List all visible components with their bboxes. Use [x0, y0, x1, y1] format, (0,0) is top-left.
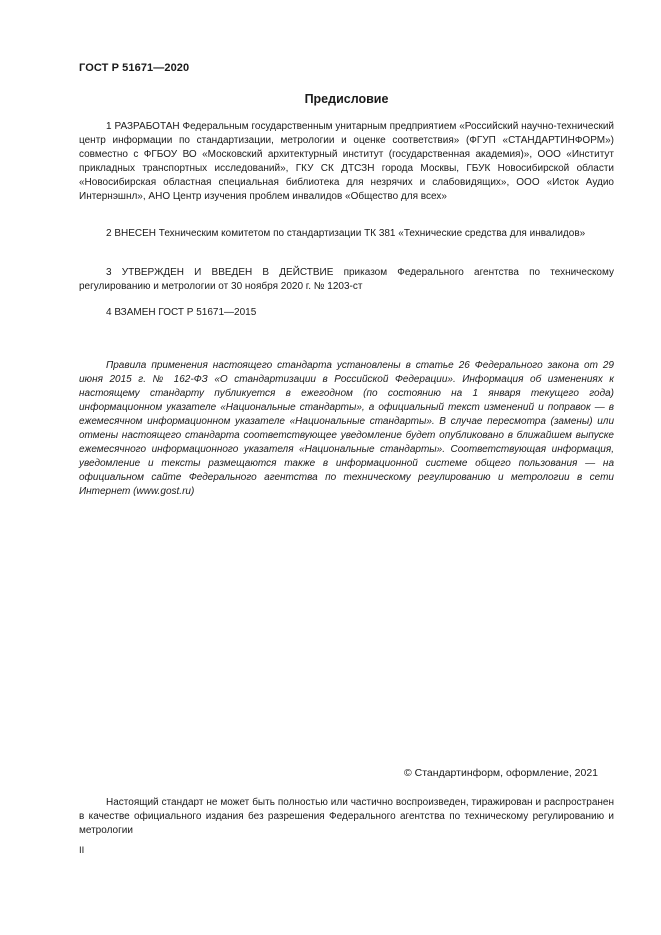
foreword-item-text: 2 ВНЕСЕН Техническим комитетом по стандартизации ТК 381 «Технические средства для инвалидов»	[106, 228, 586, 239]
foreword-item-text: 3 УТВЕРЖДЕН И ВВЕДЕН В ДЕЙСТВИЕ приказом Федерального агентства по техническому регулированию и метрологии от 30 ноября 2020 г. № 1203-ст	[79, 267, 614, 292]
foreword-item-3	[79, 266, 614, 294]
page-title: Предисловие	[304, 92, 389, 106]
notice-text: Правила применения настоящего стандарта установлены в статье 26 Федерального закона от 29 июня 2015 г. № 162-ФЗ «О стандартизации в Российской Федерации». Информация об изменениях к настоящему стандарту публикуется в ежегодном (по состоянию на 1 января текущего года) информационном указателе «Национальные стандарты», а официальный текст изменений и поправок — в ежемесячном информационном указателе «Национальные стандарты». В случае пересмотра (замены) или отмены настоящего стандарта соответствующее уведомление будет опубликовано в ближайшем выпуске ежемесячного информационного указателя «Национальные стандарты». Соответствующая информация, уведомление и тексты размещаются также в информационной системе общего пользования — на официальном сайте Федерального агентства по техническому регулированию и метрологии в сети Интернет (www.gost.ru)	[79, 360, 614, 497]
foreword-item-4	[79, 306, 614, 320]
reproduction-notice	[79, 796, 614, 838]
foreword-item-2	[79, 227, 614, 241]
page-number: II	[79, 845, 85, 856]
standard-code: ГОСТ Р 51671—2020	[79, 62, 190, 74]
foreword-item-text: 1 РАЗРАБОТАН Федеральным государственным унитарным предприятием «Российский научно-технический центр информации по стандартизации, метрологии и оценке соответствия» (ФГУП «СТАНДАРТИНФОРМ») совместно с ФГБОУ ВО «Московский архитектурный институт (государственная академия)», ООО «Институт прикладных транспортных исследований», ГКУ СК ДТСЗН города Москвы, ГБУК Новосибирской области «Новосибирская областная специальная библиотека для незрячих и слабовидящих», ООО «Исток Аудио Интернэшнл», АНО Центр изучения проблем инвалидов «Общество для всех»	[79, 121, 614, 202]
standard-application-notice	[79, 359, 614, 499]
foreword-item-1	[79, 120, 614, 204]
foreword-item-text: 4 ВЗАМЕН ГОСТ Р 51671—2015	[106, 307, 257, 318]
reproduction-notice-text: Настоящий стандарт не может быть полностью или частично воспроизведен, тиражирован и распространен в качестве официального издания без разрешения Федерального агентства по техническому регулированию и метрологии	[79, 797, 614, 836]
copyright-notice: © Стандартинформ, оформление, 2021	[404, 767, 599, 779]
